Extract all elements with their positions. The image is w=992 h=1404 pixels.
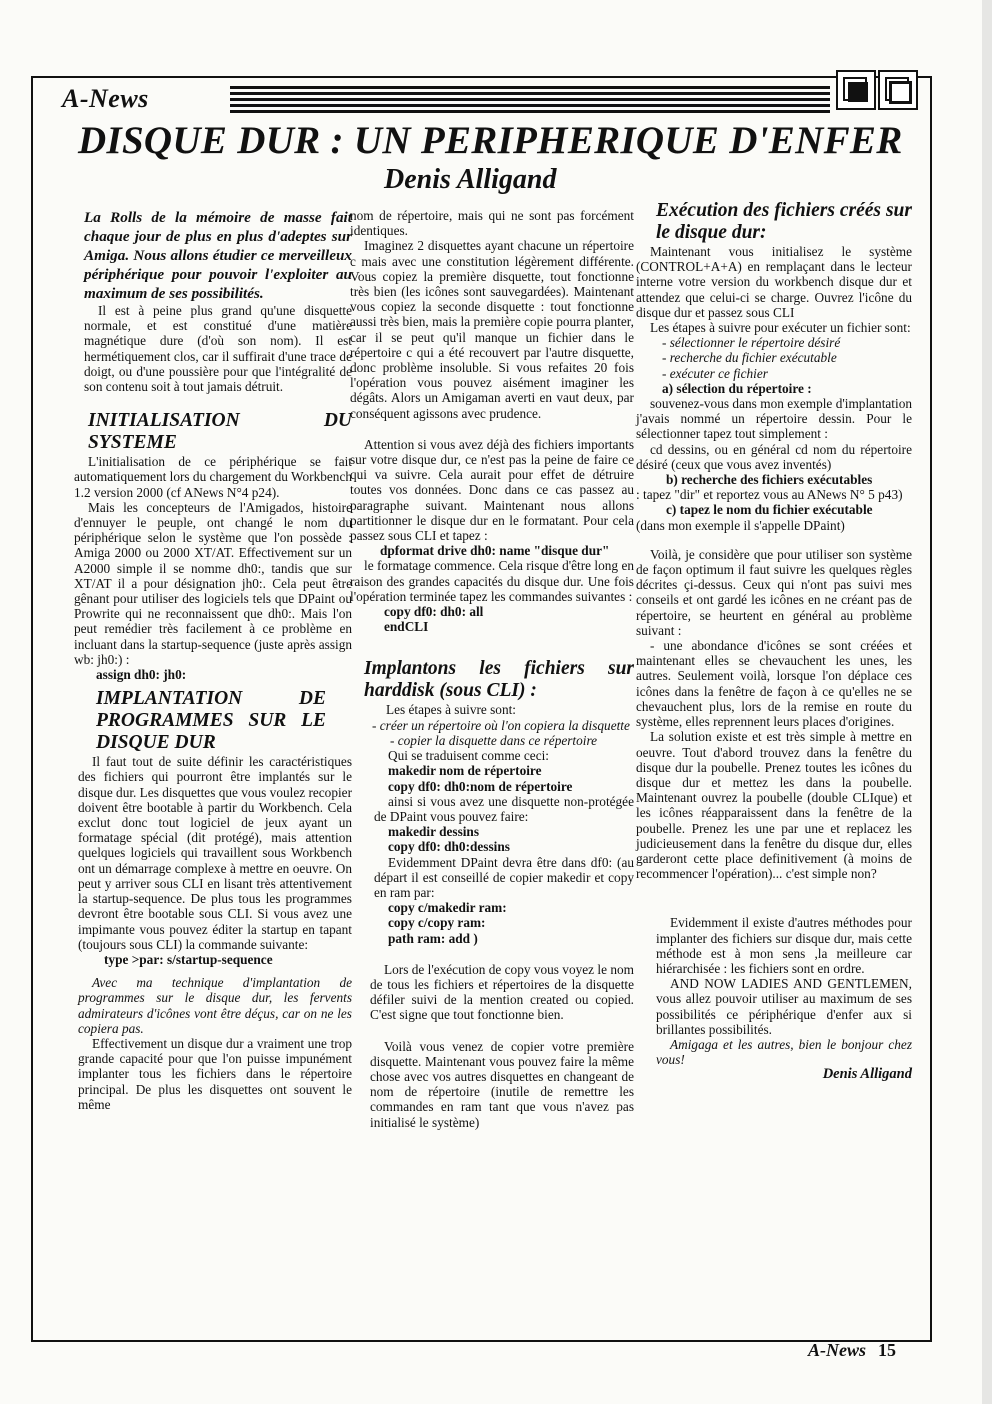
paragraph: AND NOW LADIES AND GENTLEMEN, vous allez pouvoir utiliser au maximum de ses possibilités ce périphérique d'enfer aux si brillantes possibilités.: [656, 976, 912, 1037]
subheading: a) sélection du répertoire :: [662, 380, 812, 396]
paragraph: Les étapes à suivre pour exécuter un fichier sont:: [650, 320, 911, 336]
code-line: copy c/makedir ram:: [388, 900, 507, 916]
code-line: copy df0: dh0:dessins: [388, 839, 510, 855]
window-icon: [836, 70, 876, 110]
section-header: A-News: [62, 84, 149, 113]
paragraph: nom de répertoire, mais qui ne sont pas forcément identiques.: [350, 208, 634, 239]
section-heading: Exécution des fichiers créés sur le disque dur:: [656, 200, 912, 243]
section-heading: Implantons les fichiers sur harddisk (sous CLI) :: [364, 658, 634, 702]
subheading: b) recherche des fichiers exécutables: [666, 472, 873, 488]
header-rule: [230, 86, 830, 116]
paragraph: : tapez "dir" et reportez vous au ANews N° 5 p43): [636, 487, 903, 503]
code-line: assign dh0: jh0:: [96, 667, 187, 683]
paragraph: Maintenant vous initialisez le système (CONTROL+A+A) en remplaçant dans le lecteur interne votre version du workbench disque dur et attendez que celui-ci se charge. Ouvrez l'icône du disque dur et passez sous CLI: [636, 244, 912, 320]
paragraph: souvenez-vous dans mon exemple d'implantation j'avais nommé un répertoire dessin. Pour le sélectionner tapez tout simplement :: [636, 396, 912, 442]
paragraph: Effectivement un disque dur a vraiment une trop grande capacité pour que l'on puisse impunément implanter tous les fichiers dans le répertoire principal. De plus les disquettes ont souvent le même: [78, 1035, 352, 1112]
column-1: [56, 208, 352, 1112]
paragraph: Voilà vous venez de copier votre première disquette. Maintenant vous pouvez faire la même chose avec vos autres disquettes en changeant de nom de répertoire (inutile de remettre les commandes en ram tant que vous n'avez pas initialisé le système): [370, 1038, 634, 1130]
paragraph: Voilà, je considère que pour utiliser son système de façon optimum il faut suivre les quelques règles décrites çi-dessus. Ceux qui n'ont pas suivi mes conseils et ont gardé les icônes en ne créant pas de répertoire, se heurtent en général au problème suivant :: [636, 546, 912, 638]
code-line: type >par: s/startup-sequence: [104, 951, 273, 967]
page-edge: [982, 0, 992, 1404]
paragraph: Attention si vous avez déjà des fichiers importants sur votre disque dur, ce n'est pas la peine de faire ce qui va suivre. Cela aurait pour effet de détruire toutes vos données. Donc dans ce cas passez au paragraphe suivant. Maintenant nous allons partitionner le disque dur en le formatant. Pour cela passez sous CLI et tapez :: [350, 436, 634, 544]
signature: Denis Alligand: [822, 1066, 912, 1083]
column-2: [350, 208, 634, 1130]
page-number: 15: [878, 1340, 896, 1360]
subheading: c) tapez le nom du fichier exécutable: [666, 502, 873, 518]
list-item: - recherche du fichier exécutable: [662, 350, 837, 366]
code-line: copy c/copy ram:: [388, 915, 486, 931]
list-item: - exécuter ce fichier: [662, 365, 768, 381]
paragraph: Mais les concepteurs de l'Amigados, histoire d'ennuyer le peuple, ont changé le nom du périphérique selon le système que l'on possède : Amiga 2000 ou 2000 XT/AT. Effectivement sur un A2000 simple il se nomme dh0:, tandis que sur XT/AT il a pour désignation jh0:. Cela peut être gênant pour utiliser des logiciels tels que DPaint ou Prowrite qui ne reconnaissent que dh0:. Mais l'on peut remédier très facilement à ce problème en incluant dans la startup-sequence (juste après assign wb: jh0:) :: [74, 499, 352, 667]
article-author: Denis Alligand: [384, 164, 557, 195]
paragraph: L'initialisation de ce périphérique se fait automatiquement lors du chargement du Workbench 1.2 version 2000 (cf ANews N°4 p24).: [74, 454, 352, 500]
page-footer: [808, 1340, 896, 1361]
code-line: dpformat drive dh0: name "disque dur": [380, 543, 610, 559]
code-line: makedir dessins: [388, 824, 480, 840]
paragraph: Avec ma technique d'implantation de programmes sur le disque dur, les fervents admirateurs d'icônes vont être déçus, car on ne les copiera pas.: [78, 975, 352, 1036]
paragraph: Les étapes à suivre sont:: [386, 702, 516, 718]
code-line: copy df0: dh0: all: [384, 604, 484, 620]
code-line: endCLI: [384, 619, 429, 635]
paragraph: Evidemment il existe d'autres méthodes pour implanter des fichiers sur disque dur, mais cette méthode est à mon sens ,la meilleure car hiérarchisée : les fichiers sont en ordre.: [656, 915, 912, 976]
paragraph: - une abondance d'icônes se sont créées et maintenant elles se chevauchent les unes, les autres. Seulement voilà, lorsque l'on déplace ces icônes dans la fenêtre de façon à ce qu'elles ne se chevauchent plus, lors de la remise en route du système, elles reprennent leurs places d'origines.: [636, 638, 912, 730]
article-title: DISQUE DUR : UN PERIPHERIQUE D'ENFER: [78, 119, 903, 162]
paragraph: le formatage commence. Cela risque d'être long en raison des grandes capacités du disque dur. Une fois l'opération terminée tapez les commandes suivantes :: [350, 558, 634, 604]
list-item: - sélectionner le répertoire désiré: [662, 335, 841, 351]
lead-paragraph: La Rolls de la mémoire de masse fait chaque jour de plus en plus d'adeptes sur Amiga. Nous allons étudier ce merveilleux périphérique pour pouvoir l'exploiter au maximum de ses possibilités.: [84, 209, 352, 302]
list-item: - copier la disquette dans ce répertoire: [390, 732, 598, 748]
paragraph: La solution existe et est très simple à mettre en oeuvre. Tout d'abord trouvez dans la fenêtre du disque dur la poubelle. Prenez toutes les icônes du disque dur et mettez les dans la poubelle. Maintenant ouvrez la poubelle (double CLIque) et les icônes réapparaissent dans la fenêtre de la poubelle. Prenez les une par une et replacez les judicieusement dans la fenêtre du disque dur, elles garderont cette place definitivement (à moins de recommencer l'opération)... c'est simple non?: [636, 729, 912, 882]
code-line: path ram: add ): [388, 930, 478, 946]
paragraph: Il faut tout de suite définir les caractéristiques des fichiers qui pourront être implantés sur le disque dur. Les disquettes que vous voulez recopier doivent être bootable à partir du Workbench. Cela exclut donc tout logiciel de jeux ayant un formatage spécial (dit protégé), mais attention quelques logiciels qui travaillent sous Workbench ont un démarrage complexe à mettre en oeuvre. On peut y arriver sous CLI en lisant très attentivement la startup-sequence. De plus tous les programmes devront être bootable sous CLI. Si vous avez une impimante vous pouvez éditer la startup en tapant (toujours sous CLI) la commande suivante:: [78, 754, 352, 952]
paragraph: Il est à peine plus grand qu'une disquette normale, et est constitué d'une matière magnétique dure (d'où son nom). Il est hermétiquement clos, car il suffirait d'une trace de doigt, ou d'une poussière pour que l'intégralité de son contenu soit à tout jamais détruit.: [84, 303, 352, 395]
paragraph: Qui se traduisent comme ceci:: [388, 748, 549, 764]
window-icon-alt: [878, 70, 918, 110]
paragraph: Imaginez 2 disquettes ayant chacune un répertoire c mais avec une constitution légèrement différente. Vous copiez la première disquette, tout fonctionne très bien (les icônes sont sauvegardées). Maintenant vous copiez la seconde disquette : tout fonctionne aussi très bien, mais la première copie pourra planter, car il se peut qu'il manque un fichier dans le répertoire c qui a été recouvert par l'autre disquette, donc problème insoluble. Si vous refaites 20 fois l'opération vous pouvez aisément imaginer les dégâts. Alors un Amigaman averti en vaut deux, par conséquent agissons avec prudence.: [350, 238, 634, 421]
code-line: copy df0: dh0:nom de répertoire: [388, 778, 573, 794]
paragraph: Amigaga et les autres, bien le bonjour chez vous!: [656, 1036, 912, 1068]
paragraph: (dans mon exemple il s'appelle DPaint): [636, 517, 845, 533]
paragraph: Lors de l'exécution de copy vous voyez le nom de tous les fichiers et répertoires de la disquette défiler suivi de la mention created ou copied. C'est signe que tout fonctionne bien.: [370, 961, 634, 1023]
column-3: [636, 200, 912, 1083]
footer-section: A-News: [808, 1340, 866, 1360]
section-heading: INITIALISATION DU SYSTEME: [88, 410, 352, 454]
list-item: - créer un répertoire où l'on copiera la disquette: [372, 717, 630, 733]
paragraph: Evidemment DPaint devra être dans df0: (au départ il est conseillé de copier makedir et copy en ram par:: [374, 854, 634, 900]
paragraph: cd dessins, ou en général cd nom du répertoire désiré (ceux que vous avez inventés): [636, 441, 912, 472]
paragraph: ainsi si vous avez une disquette non-protégée de DPaint vous pouvez faire:: [374, 793, 634, 824]
section-heading: IMPLANTATION DE PROGRAMMES SUR LE DISQUE DUR: [96, 688, 326, 754]
code-line: makedir nom de répertoire: [388, 763, 542, 779]
